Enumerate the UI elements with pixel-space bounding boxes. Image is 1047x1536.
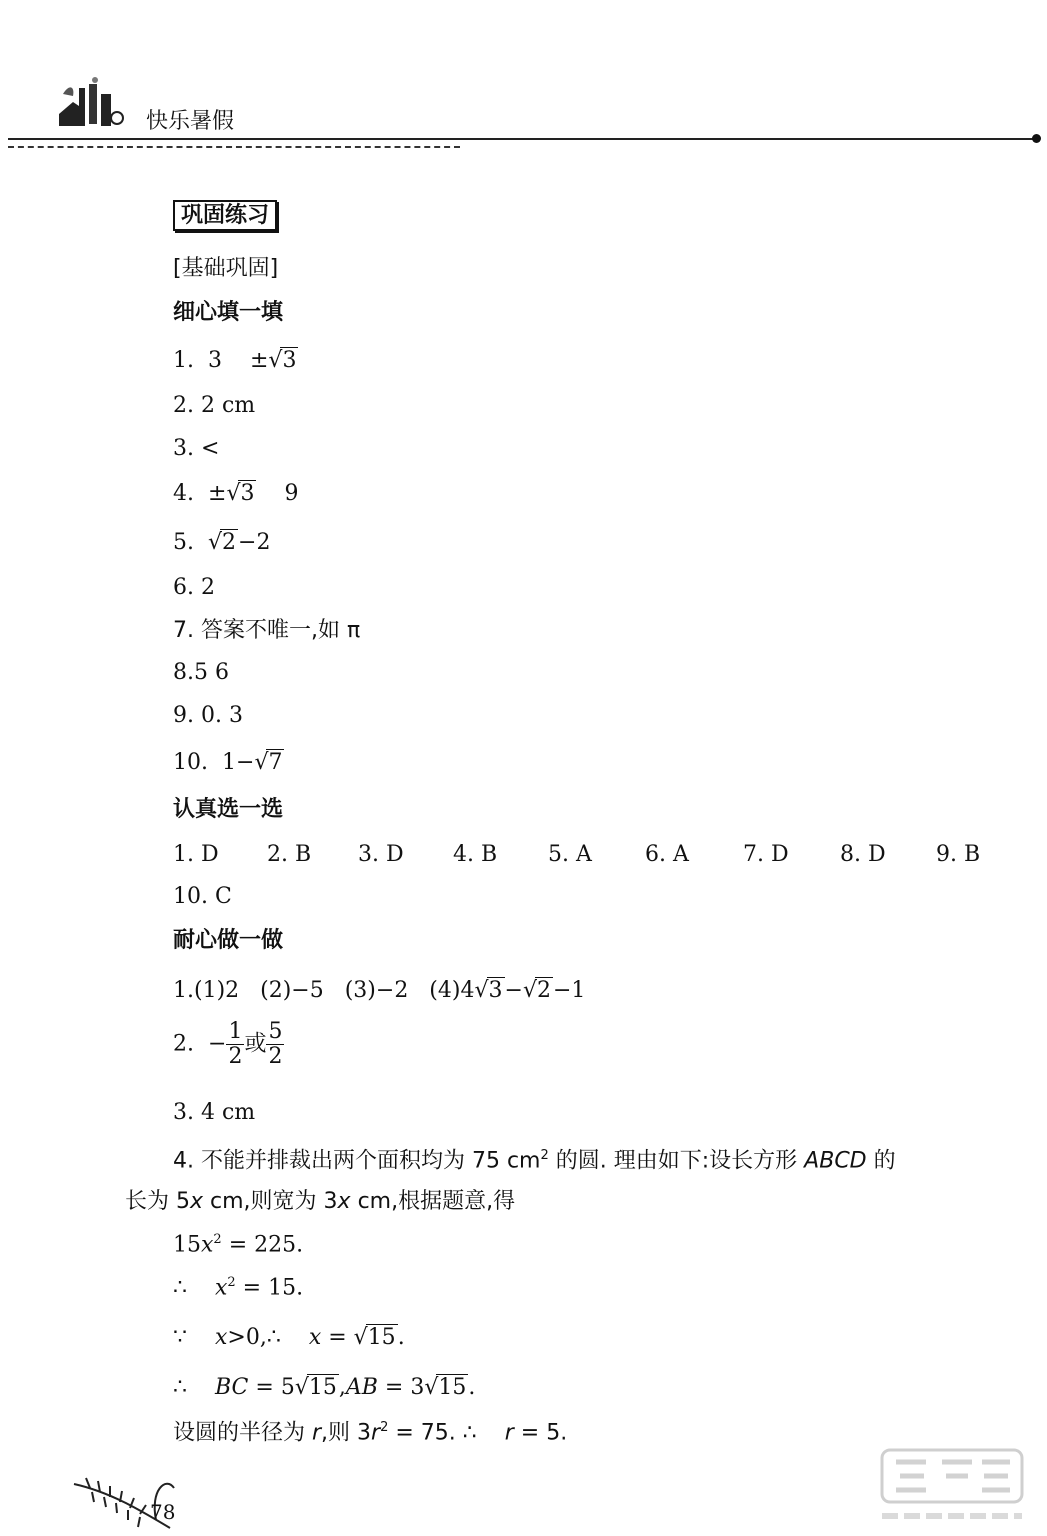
choice-heading: 认真选一选 <box>173 797 284 822</box>
choice-answer: 10. C <box>173 884 232 909</box>
page-header <box>0 0 1047 160</box>
fill-item-3: 3. < <box>173 436 220 461</box>
equation-5: 设圆的半径为 r,则 $3r^2 = 75$. ∴ r = 5. <box>173 1420 568 1446</box>
fill-item-4: 4. ±√3 9 <box>173 481 299 506</box>
section-title: 巩固练习 <box>173 203 277 229</box>
work-item-4-line-1: 4. 不能并排裁出两个面积均为 75 $cm^2$ 的圆. 理由如下:设长方形 ABCD 的 <box>173 1148 896 1174</box>
fill-heading: 细心填一填 <box>173 300 284 325</box>
equation-4: ∴ BC = 5√15,AB = 3√15. <box>173 1375 476 1400</box>
work-item-1: 1.(1)2 (2)−5 (3)−2 (4)4√3−√2−1 <box>173 978 586 1003</box>
choice-answer: 1. D <box>173 842 219 867</box>
header-rule-dot <box>1032 134 1041 143</box>
equation-1: $15x^2 = 225$. <box>173 1232 304 1258</box>
choice-answer: 6. A <box>645 842 689 867</box>
choice-answer: 7. D <box>743 842 789 867</box>
choice-answer: 9. B <box>936 842 981 867</box>
work-item-3: 3. 4 cm <box>173 1100 256 1125</box>
work-item-2: 2. − $\frac{1}{2}$ 或 $\frac{5}{2}$ <box>173 1019 283 1070</box>
fill-item-1: 1. 3 ±√3 <box>173 348 297 373</box>
choice-answer: 8. D <box>840 842 886 867</box>
vine-decoration-icon <box>70 1470 200 1536</box>
fill-item-5: 5. √2−2 <box>173 530 271 555</box>
choice-answer: 4. B <box>453 842 498 867</box>
header-title: 快乐暑假 <box>146 109 235 134</box>
equation-3: ∵ x>0,∴ x = √15. <box>173 1325 405 1350</box>
fill-item-2: 2. 2 cm <box>173 393 256 418</box>
choice-answer: 2. B <box>267 842 312 867</box>
fill-item-8: 8.5 6 <box>173 660 229 685</box>
section-subtitle: [基础巩固] <box>173 256 279 281</box>
work-item-4-line-2: 长为 5x cm,则宽为 3x cm,根据题意,得 <box>125 1189 516 1214</box>
book-logo-icon <box>55 74 125 130</box>
fill-item-10: 10. 1−√7 <box>173 750 283 775</box>
equation-2: ∴ $x^2 = 15$. <box>173 1275 304 1301</box>
fill-item-6: 6. 2 <box>173 575 215 600</box>
choice-answer: 5. A <box>548 842 592 867</box>
choice-answer: 3. D <box>358 842 404 867</box>
header-dashed-rule <box>8 146 460 148</box>
header-rule <box>8 138 1034 140</box>
watermark-stamp-icon <box>872 1432 1032 1532</box>
fill-item-9: 9. 0. 3 <box>173 703 243 728</box>
page-number: 78 <box>150 1500 176 1524</box>
work-heading: 耐心做一做 <box>173 928 284 953</box>
fill-item-7: 7. 答案不唯一,如 π <box>173 618 361 643</box>
